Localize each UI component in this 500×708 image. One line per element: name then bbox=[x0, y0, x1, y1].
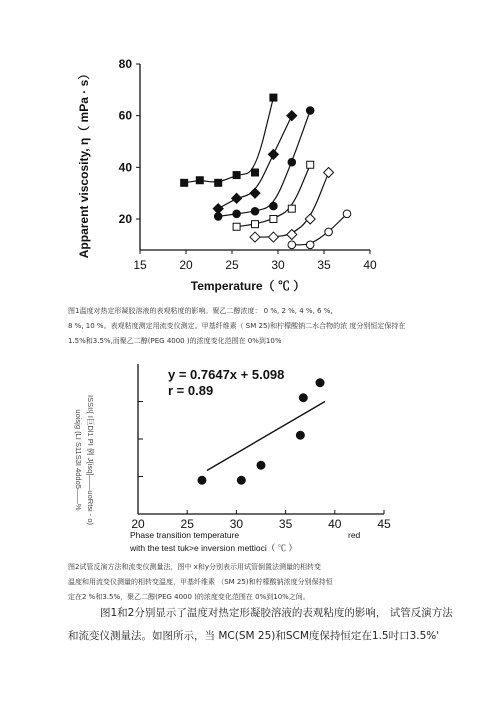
data-point bbox=[181, 179, 188, 186]
data-point bbox=[296, 431, 305, 440]
data-point bbox=[316, 378, 325, 387]
series-line bbox=[292, 214, 347, 245]
x-tick-label: 30 bbox=[229, 517, 244, 531]
fit-equation: y = 0.7647x + 5.098 bbox=[168, 367, 285, 382]
x-axis-label: Temperature（ ℃ ） bbox=[190, 279, 306, 293]
x-tick-label: 25 bbox=[225, 258, 239, 272]
body-paragraph-line: 图1和2分别显示了温度对热定形凝胶溶液的表观粘度的影响， 试管反演方法 bbox=[100, 607, 453, 619]
data-point bbox=[237, 476, 246, 485]
data-point bbox=[325, 228, 333, 236]
y-tick-label: 20 bbox=[118, 212, 132, 226]
data-point bbox=[196, 177, 203, 184]
caption-line: 8 %, 10 %。表观粘度测定用流变仪测定。甲基纤维素（ SM 25)和柠檬酸钠二水合物的浓 度分别恒定保持在 bbox=[68, 322, 406, 330]
y-tick-label: 80 bbox=[118, 57, 132, 71]
data-point bbox=[250, 232, 260, 242]
data-point bbox=[288, 205, 295, 212]
x-axis-label-annotation: red bbox=[348, 530, 361, 540]
x-tick-label: 35 bbox=[278, 517, 293, 531]
x-tick-label: 35 bbox=[317, 258, 331, 272]
y-tick-label: 60 bbox=[118, 108, 132, 123]
x-axis-label-line: Phase transition temperature bbox=[130, 530, 240, 540]
data-point bbox=[215, 179, 222, 186]
data-point bbox=[233, 172, 240, 179]
data-point bbox=[307, 161, 314, 168]
data-point bbox=[233, 210, 241, 218]
x-tick-label: 30 bbox=[271, 258, 285, 272]
series-line bbox=[184, 98, 273, 183]
caption-line: 温度和用流变仪测量的相转变温度，甲基纤维素 （SM 25)和柠檬酸钠浓度分别保持恒 bbox=[68, 578, 333, 586]
x-tick-label: 20 bbox=[131, 517, 145, 531]
data-point bbox=[268, 232, 278, 242]
caption-line: 图2试管反演方法和流变仪测量法，图中 x和y分别表示用试管倒置法测量的相转变 bbox=[68, 563, 321, 571]
caption-line: 定在2 %和3.5%，聚乙二醇(PEG 4000 )的浓度变化范围在 0%到10%之间。 bbox=[68, 593, 310, 601]
data-point bbox=[324, 168, 334, 178]
x-axis-label-line: with the test tuk>e inversion mettioci（ ℃ ） bbox=[130, 543, 297, 553]
data-point bbox=[252, 221, 259, 228]
data-point bbox=[232, 193, 242, 203]
caption-line: 图1温度对热定形凝胶溶液的表观粘度的影响。聚乙二醇浓度： 0 %, 2 %, 4 %, 6 %, bbox=[68, 307, 333, 315]
figure-2 bbox=[60, 360, 430, 558]
y-tick-label: 40 bbox=[118, 160, 132, 175]
data-point bbox=[270, 216, 277, 223]
data-point bbox=[270, 94, 277, 101]
caption-line: 1.5%和3.5%,而聚乙二醇(PEG 4000 )的浓度变化范围在 0%到10% bbox=[68, 337, 282, 345]
y-axis-label-line: ISSI!{ I巨Dl1 PI 例 J{isq]——uoRtsi - o) bbox=[86, 394, 95, 526]
data-point bbox=[250, 188, 260, 198]
correlation-coefficient: r = 0.89 bbox=[168, 383, 214, 398]
data-point bbox=[306, 241, 314, 249]
data-point bbox=[299, 393, 308, 402]
correlation-chart bbox=[60, 360, 430, 558]
x-tick-label: 15 bbox=[133, 258, 147, 272]
x-tick-label: 25 bbox=[180, 517, 194, 531]
data-point bbox=[287, 111, 297, 121]
fit-line bbox=[207, 402, 325, 471]
x-tick-label: 40 bbox=[328, 517, 342, 531]
y-axis-label-line: uoisjg (LI S11S3I 4ddo5——% bbox=[74, 409, 83, 511]
viscosity-chart bbox=[60, 48, 400, 308]
data-point bbox=[214, 213, 222, 221]
figure-2-caption bbox=[68, 560, 488, 605]
data-point bbox=[257, 461, 266, 470]
data-point bbox=[268, 149, 278, 159]
y-axis-label: Apparent viscosity, η（ mPa · s） bbox=[77, 67, 91, 259]
data-point bbox=[305, 214, 315, 224]
x-tick-label: 20 bbox=[179, 258, 193, 272]
data-point bbox=[288, 241, 296, 249]
data-point bbox=[306, 107, 314, 115]
data-point bbox=[252, 169, 259, 176]
data-point bbox=[343, 210, 351, 218]
data-point bbox=[233, 223, 240, 230]
data-point bbox=[288, 158, 296, 166]
figure-1 bbox=[60, 48, 400, 308]
x-tick-label: 45 bbox=[377, 517, 391, 531]
figure-1-caption bbox=[68, 304, 488, 349]
data-point bbox=[251, 207, 259, 215]
x-tick-label: 40 bbox=[363, 258, 377, 272]
data-point bbox=[270, 202, 278, 210]
data-point bbox=[197, 476, 206, 485]
body-paragraph-line: 和流变仪测量法。如图所示，当 MC(SM 25)和SCM度保持恒定在1.5吋口3.5%' bbox=[68, 630, 440, 642]
